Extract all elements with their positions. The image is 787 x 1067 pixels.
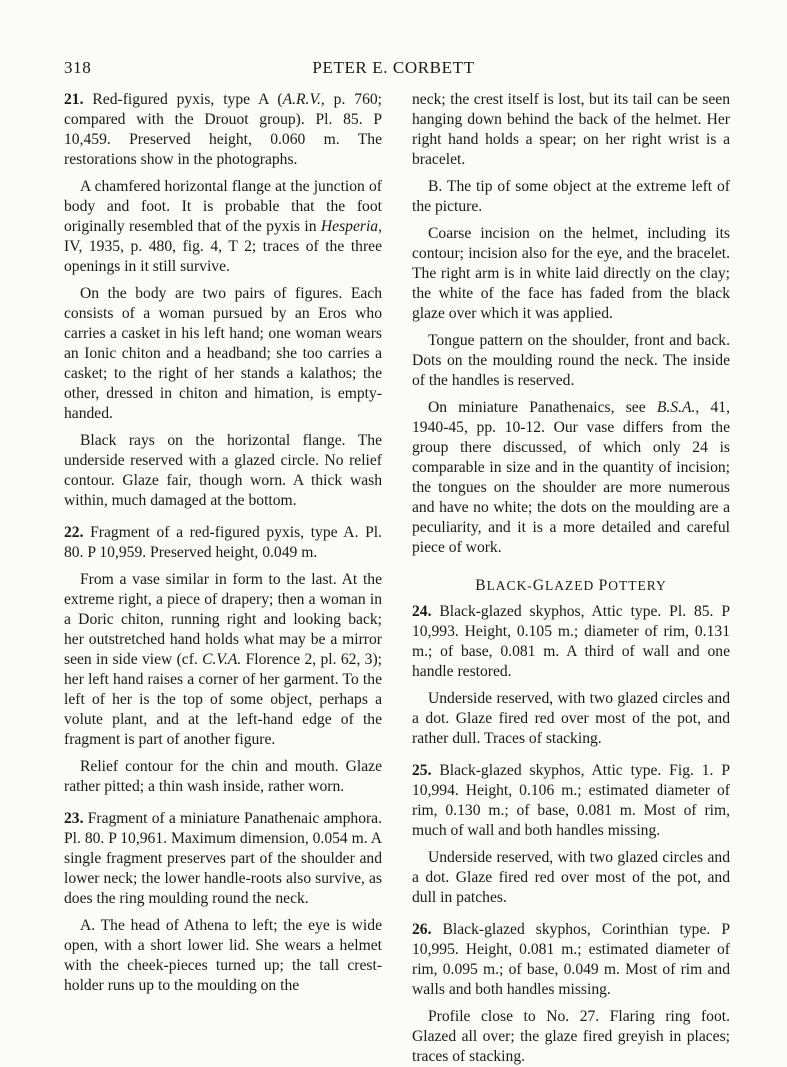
entry-23: 23. Fragment of a miniature Panathenaic amphora. Pl. 80. P 10,961. Maximum dimension, 0.054 m. A single fragment preserves part of the shoulder and lower neck; the lower handle-roots also survive, as does the ring moulding round the neck. [64,810,382,907]
paragraph: Black rays on the horizontal flange. The underside reserved with a glazed circle. No relief contour. Glaze fair, though worn. A thick wash within, much damaged at the bottom. [64,432,382,509]
section-heading: BLACK-GLAZED POTTERY [475,577,667,594]
entry-22: 22. Fragment of a red-figured pyxis, type A. Pl. 80. P 10,959. Preserved height, 0.049 m. [64,524,382,561]
paragraph: A. The head of Athena to left; the eye is wide open, with a short lower lid. She wears a helmet with the cheek-pieces turned up; the tall crest-holder runs up to the moulding on the [64,917,382,994]
entry-number: 24. [412,603,432,620]
left-column [64,90,382,996]
entry-25: 25. Black-glazed skyphos, Attic type. Fig. 1. P 10,994. Height, 0.106 m.; estimated diameter of rim, 0.130 m.; of base, 0.081 m. Most of rim, much of wall and both handles missing. [412,762,730,839]
paragraph: From a vase similar in form to the last. At the extreme right, a piece of drapery; then a woman in a Doric chiton, running right and looking back; her outstretched hand holds what may be a mirror seen in side view (cf. C.V.A. Florence 2, pl. 62, 3); her left hand raises a corner of her garment. To the left of her is the top of some object, perhaps a volute plant, and at the left-hand edge of the fragment is part of another figure. [64,571,382,748]
paragraph: Profile close to No. 27. Flaring ring foot. Glazed all over; the glaze fired greyish in places; traces of stacking. [412,1008,730,1065]
paragraph: B. The tip of some object at the extreme left of the picture. [412,178,730,215]
entry-number: 23. [64,810,84,827]
paragraph: neck; the crest itself is lost, but its tail can be seen hanging down behind the back of the helmet. Her right hand holds a spear; on her right wrist is a bracelet. [412,91,730,168]
paragraph: Relief contour for the chin and mouth. Glaze rather pitted; a thin wash inside, rather worn. [64,758,382,795]
paragraph: On the body are two pairs of figures. Each consists of a woman pursued by an Eros who carries a casket in his left hand; one woman wears an Ionic chiton and a headband; she too carries a casket; to the right of her stands a kalathos; the other, dressed in chiton and himation, is empty-handed. [64,285,382,422]
entry-26: 26. Black-glazed skyphos, Corinthian type. P 10,995. Height, 0.081 m.; estimated diameter of rim, 0.095 m.; of base, 0.049 m. Most of rim and walls and both handles missing. [412,921,730,998]
paragraph: Tongue pattern on the shoulder, front and back. Dots on the moulding round the neck. The inside of the handles is reserved. [412,332,730,389]
entry-number: 21. [64,91,84,108]
entry-24: 24. Black-glazed skyphos, Attic type. Pl. 85. P 10,993. Height, 0.105 m.; diameter of rim, 0.131 m.; of base, 0.081 m. A third of wall and one handle restored. [412,603,730,680]
paragraph: A chamfered horizontal flange at the junction of body and foot. It is probable that the foot originally resembled that of the pyxis in Hesperia, IV, 1935, p. 480, fig. 4, T 2; traces of the three openings in it still survive. [64,178,382,275]
entry-number: 25. [412,762,432,779]
entry-number: 22. [64,524,84,541]
right-column [412,90,730,1067]
paragraph: On miniature Panathenaics, see B.S.A., 41, 1940-45, pp. 10-12. Our vase differs from the group there discussed, of which only 24 is comparable in size and in the quantity of incision; the tongues on the shoulder are more numerous and have no white; the dots on the moulding are a peculiarity, and it is a more detailed and careful piece of work. [412,399,731,556]
page-number: 318 [64,58,92,77]
entry-21: 21. Red-figured pyxis, type A (A.R.V., p. 760; compared with the Drouot group). Pl. 85. P 10,459. Preserved height, 0.060 m. The restorations show in the photographs. [64,91,382,168]
page-header [64,58,723,82]
entry-number: 26. [412,921,432,938]
paragraph: Coarse incision on the helmet, including its contour; incision also for the eye, and the bracelet. The right arm is in white laid directly on the clay; the white of the face has faded from the black glaze over which it was applied. [412,225,730,322]
paragraph: Underside reserved, with two glazed circles and a dot. Glaze fired red over most of the pot, and rather dull. Traces of stacking. [412,690,730,747]
running-head: PETER E. CORBETT [312,58,475,77]
paragraph: Underside reserved, with two glazed circles and a dot. Glaze fired red over most of the pot, and dull in patches. [412,849,730,906]
